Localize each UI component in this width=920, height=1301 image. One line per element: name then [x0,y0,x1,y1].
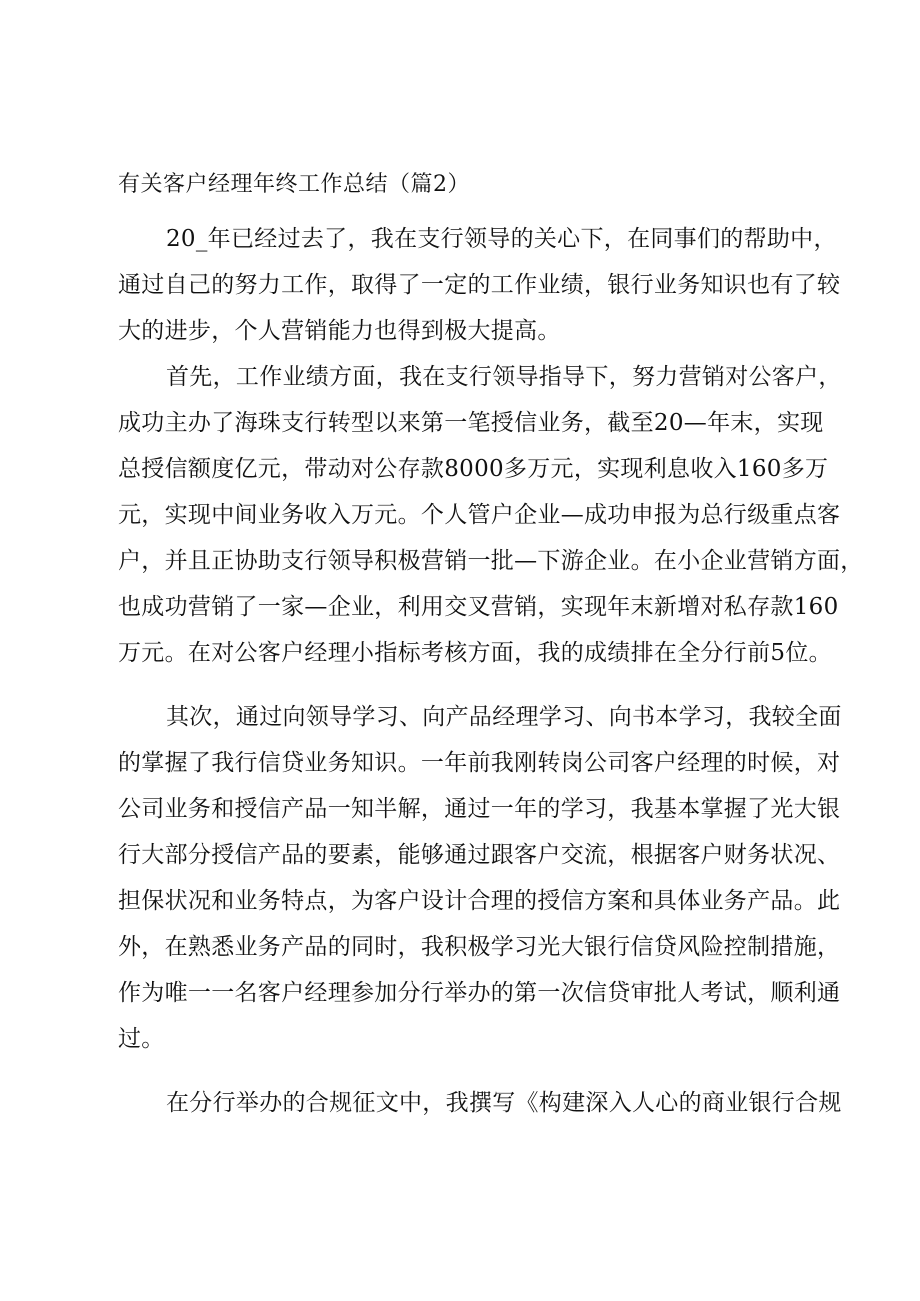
paragraph-line: 户，并且正协助支行领导积极营销一批—下游企业。在小企业营销方面， [118,548,864,574]
paragraph-line: 过。 [118,1026,165,1052]
paragraph-line: 也成功营销了一家—企业，利用交叉营销，实现年末新增对私存款160 [118,594,839,620]
paragraph-line: 20_年已经过去了，我在支行领导的关心下，在同事们的帮助中， [166,226,837,252]
paragraph-line: 元，实现中间业务收入万元。个人管户企业—成功申报为总行级重点客 [118,502,841,528]
paragraph-line: 通过自己的努力工作，取得了一定的工作业绩，银行业务知识也有了较 [118,272,841,298]
paragraph-line: 外，在熟悉业务产品的同时，我积极学习光大银行信贷风险控制措施， [118,934,841,960]
paragraph-line: 行大部分授信产品的要素，能够通过跟客户交流，根据客户财务状况、 [118,842,841,868]
paragraph-line: 的掌握了我行信贷业务知识。一年前我刚转岗公司客户经理的时候，对 [118,750,841,776]
paragraph-line: 总授信额度亿元，带动对公存款8000多万元，实现利息收入160多万 [118,456,829,482]
paragraph-line: 大的进步，个人营销能力也得到极大提高。 [118,318,561,344]
paragraph-line: 首先，工作业绩方面，我在支行领导指导下，努力营销对公客户， [166,364,842,390]
paragraph-line: 公司业务和授信产品一知半解，通过一年的学习，我基本掌握了光大银 [118,796,841,822]
paragraph-line: 万元。在对公客户经理小指标考核方面，我的成绩排在全分行前5位。 [118,640,832,666]
paragraph-line: 成功主办了海珠支行转型以来第一笔授信业务，截至20—年末，实现 [118,410,824,436]
paragraph-line: 其次，通过向领导学习、向产品经理学习、向书本学习，我较全面 [166,704,842,730]
paragraph-line: 担保状况和业务特点，为客户设计合理的授信方案和具体业务产品。此 [118,888,841,914]
paragraph-line: 在分行举办的合规征文中，我撰写《构建深入人心的商业银行合规 [166,1090,842,1116]
document-title: 有关客户经理年终工作总结（篇2） [118,172,470,197]
paragraph-line: 作为唯一一名客户经理参加分行举办的第一次信贷审批人考试，顺利通 [118,980,841,1006]
